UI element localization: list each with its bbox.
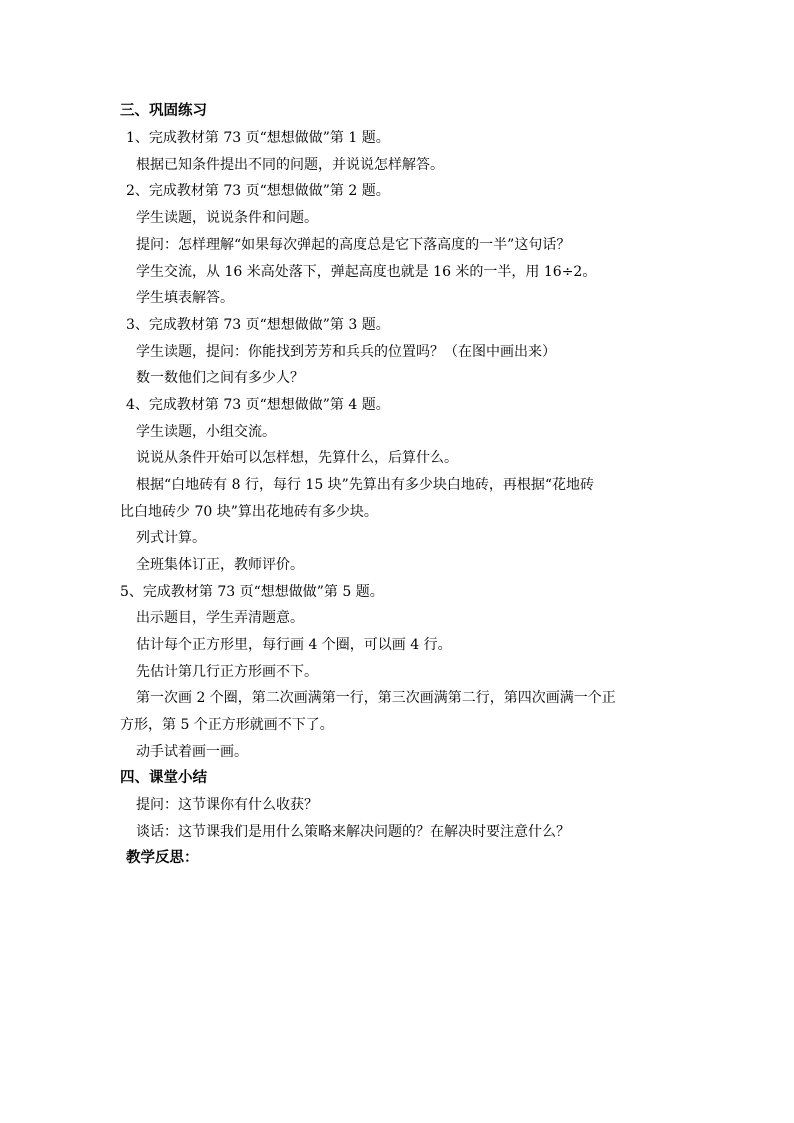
paragraph-line: 提问：怎样理解“如果每次弹起的高度总是它下落高度的一半”这句话？	[136, 237, 571, 253]
section-heading-consolidation: 三、巩固练习	[120, 102, 207, 119]
paragraph-line: 说说从条件开始可以怎样想，先算什么，后算什么。	[136, 450, 458, 466]
paragraph-line: 提问：这节课你有什么收获？	[136, 797, 318, 813]
exercise-4-title: 4、完成教材第 73 页“想想做做”第 4 题。	[126, 397, 390, 413]
paragraph-line: 学生读题，提问：你能找到芳芳和兵兵的位置吗？（在图中画出来）	[136, 344, 556, 360]
paragraph-line: 学生读题，小组交流。	[136, 424, 276, 440]
paragraph-line: 出示题目，学生弄清题意。	[136, 610, 304, 626]
exercise-5-title: 5、完成教材第 73 页“想想做做”第 5 题。	[120, 584, 384, 600]
paragraph-line: 根据“白地砖有 8 行，每行 15 块”先算出有多少块白地砖，再根据“花地砖	[136, 477, 594, 493]
paragraph-line: 根据已知条件提出不同的问题，并说说怎样解答。	[136, 157, 444, 173]
paragraph-line-continuation: 比白地砖少 70 块”算出花地砖有多少块。	[120, 504, 378, 520]
exercise-3-title: 3、完成教材第 73 页“想想做做”第 3 题。	[126, 317, 390, 333]
paragraph-line: 学生交流，从 16 米高处落下，弹起高度也就是 16 米的一半，用 16÷2。	[136, 264, 597, 280]
paragraph-line: 学生填表解答。	[136, 290, 234, 306]
paragraph-line: 动手试着画一画。	[136, 744, 248, 760]
paragraph-line: 全班集体订正，教师评价。	[136, 557, 304, 573]
paragraph-line: 先估计第几行正方形画不下。	[136, 664, 318, 680]
paragraph-line-continuation: 方形，第 5 个正方形就画不下了。	[120, 717, 334, 733]
exercise-2-title: 2、完成教材第 73 页“想想做做”第 2 题。	[126, 183, 390, 199]
section-heading-reflection: 教学反思：	[126, 849, 199, 866]
paragraph-line: 数一数他们之间有多少人？	[136, 370, 304, 386]
exercise-1-title: 1、完成教材第 73 页“想想做做”第 1 题。	[126, 130, 390, 146]
paragraph-line: 第一次画 2 个圈，第二次画满第一行，第三次画满第二行，第四次画满一个正	[136, 690, 616, 706]
paragraph-line: 列式计算。	[136, 530, 206, 546]
paragraph-line: 谈话：这节课我们是用什么策略来解决问题的？在解决时要注意什么？	[136, 824, 570, 840]
paragraph-line: 学生读题，说说条件和问题。	[136, 210, 318, 226]
section-heading-summary: 四、课堂小结	[120, 769, 207, 786]
paragraph-line: 估计每个正方形里，每行画 4 个圈，可以画 4 行。	[136, 637, 452, 653]
